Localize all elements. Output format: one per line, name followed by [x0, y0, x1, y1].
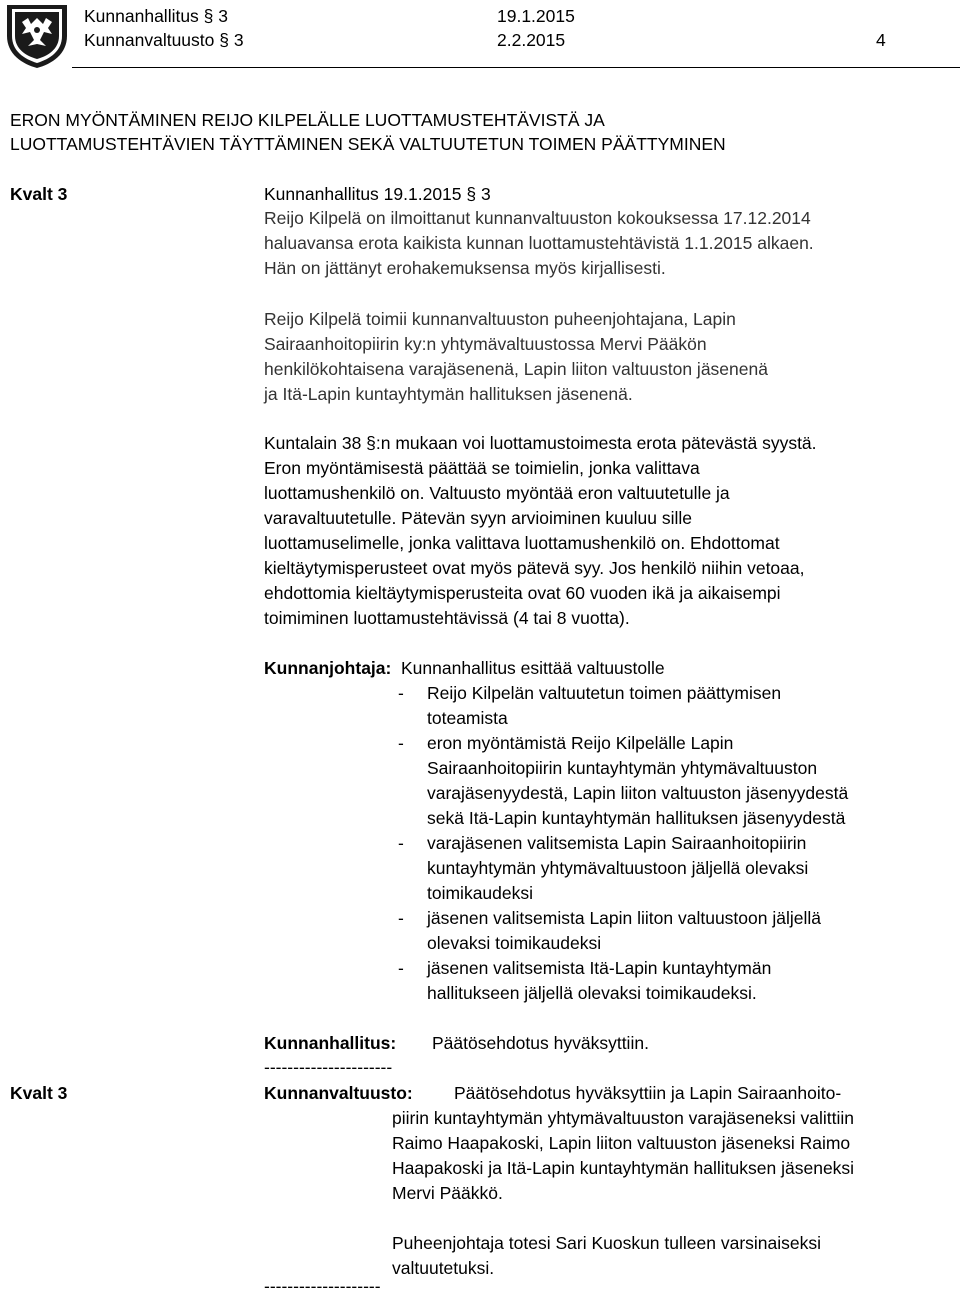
text-line: varavaltuutetulle. Pätevän syyn arvioiminen kuuluu sille	[264, 508, 693, 528]
text-line: olevaksi toimikaudeksi	[427, 933, 602, 953]
margin-label-kvalt: Kvalt 3	[10, 1083, 68, 1103]
text-line: ehdottomia kieltäytymisperusteita ovat 60 vuoden ikä ja aikaisempi	[264, 583, 781, 603]
text-line: varajäsenyydestä, Lapin liiton valtuuston jäsenyydestä	[427, 783, 849, 803]
text-line: eron myöntämistä Reijo Kilpelälle Lapin	[427, 733, 734, 753]
separator-line: ----------------------	[264, 1057, 393, 1077]
text-line: varajäsenen valitsemista Lapin Sairaanhoitopiirin	[427, 833, 807, 853]
separator-line: --------------------	[264, 1276, 381, 1296]
text-line: Sairaanhoitopiirin kuntayhtymän yhtymävaltuuston	[427, 758, 818, 778]
header-divider	[72, 67, 960, 68]
council-decision-label: Kunnanvaltuusto:	[264, 1083, 413, 1103]
text-line: piirin kuntayhtymän yhtymävaltuuston varajäseneksi valittiin	[392, 1108, 855, 1128]
text-line: kuntayhtymän yhtymävaltuustoon jäljellä olevaksi	[427, 858, 809, 878]
bullet-dash: -	[398, 908, 404, 928]
text-line: Eron myöntämisestä päättää se toimielin, jonka valittava	[264, 458, 700, 478]
text-line: jäsenen valitsemista Lapin liiton valtuustoon jäljellä	[427, 908, 821, 928]
text-line: sekä Itä-Lapin kuntayhtymän hallituksen jäsenyydestä	[427, 808, 846, 828]
coat-of-arms-icon	[4, 2, 70, 70]
text-line: luottamushenkilö on. Valtuusto myöntää eron valtuutetulle ja	[264, 483, 730, 503]
council-decision-first-line: Päätösehdotus hyväksyttiin ja Lapin Sairaanhoito-	[454, 1083, 842, 1103]
text-line: kieltäytymisperusteet ovat myös pätevä syy. Jos henkilö niihin vetoaa,	[264, 558, 805, 578]
text-line: Reijo Kilpelä toimii kunnanvaltuuston puheenjohtajana, Lapin	[264, 309, 736, 329]
text-line: henkilökohtaisena varajäsenenä, Lapin liiton valtuuston jäsenenä	[264, 359, 768, 379]
text-line: valtuutetuksi.	[392, 1258, 495, 1278]
text-line: toimikaudeksi	[427, 883, 534, 903]
text-line: toimiminen luottamustehtävissä (4 tai 8 vuotta).	[264, 608, 630, 628]
board-decision-text: Päätösehdotus hyväksyttiin.	[432, 1033, 649, 1053]
bullet-dash: -	[398, 683, 404, 703]
text-line: Reijo Kilpelän valtuutetun toimen päättymisen	[427, 683, 782, 703]
text-line: haluavansa erota kaikista kunnan luottamustehtävistä 1.1.2015 alkaen.	[264, 233, 814, 253]
text-line: Raimo Haapakoski, Lapin liiton valtuuston jäseneksi Raimo	[392, 1133, 851, 1153]
text-line: Mervi Pääkkö.	[392, 1183, 503, 1203]
text-line: hallitukseen jäljellä olevaksi toimikaudeksi.	[427, 983, 757, 1003]
margin-label-kvalt: Kvalt 3	[10, 184, 68, 204]
document-title-line-1: ERON MYÖNTÄMINEN REIJO KILPELÄLLE LUOTTAMUSTEHTÄVISTÄ JA	[10, 110, 605, 130]
page-number: 4	[876, 30, 886, 50]
proposal-label: Kunnanjohtaja:	[264, 658, 392, 678]
text-line: Sairaanhoitopiirin ky:n yhtymävaltuustossa Mervi Pääkön	[264, 334, 707, 354]
proposal-text: Kunnanhallitus esittää valtuustolle	[401, 658, 665, 678]
header-board-date: 19.1.2015	[497, 6, 575, 26]
bullet-dash: -	[398, 733, 404, 753]
document-title-line-2: LUOTTAMUSTEHTÄVIEN TÄYTTÄMINEN SEKÄ VALTUUTETUN TOIMEN PÄÄTTYMINEN	[10, 134, 726, 154]
text-line: Reijo Kilpelä on ilmoittanut kunnanvaltuuston kokouksessa 17.12.2014	[264, 208, 811, 228]
bullet-dash: -	[398, 958, 404, 978]
bullet-dash: -	[398, 833, 404, 853]
text-line: toteamista	[427, 708, 508, 728]
header-council-date: 2.2.2015	[497, 30, 566, 50]
text-line: Haapakoski ja Itä-Lapin kuntayhtymän hallituksen jäseneksi	[392, 1158, 855, 1178]
text-line: Puheenjohtaja totesi Sari Kuoskun tulleen varsinaiseksi	[392, 1233, 822, 1253]
header-board-label: Kunnanhallitus § 3	[84, 6, 228, 26]
text-line: ja Itä-Lapin kuntayhtymän hallituksen jäsenenä.	[264, 384, 633, 404]
board-decision-label: Kunnanhallitus:	[264, 1033, 397, 1053]
text-line: Hän on jättänyt erohakemuksensa myös kirjallisesti.	[264, 258, 666, 278]
section-heading: Kunnanhallitus 19.1.2015 § 3	[264, 184, 491, 204]
header-council-label: Kunnanvaltuusto § 3	[84, 30, 244, 50]
text-line: luottamuselimelle, jonka valittava luottamushenkilö on. Ehdottomat	[264, 533, 780, 553]
text-line: Kuntalain 38 §:n mukaan voi luottamustoimesta erota pätevästä syystä.	[264, 433, 817, 453]
text-line: jäsenen valitsemista Itä-Lapin kuntayhtymän	[427, 958, 772, 978]
